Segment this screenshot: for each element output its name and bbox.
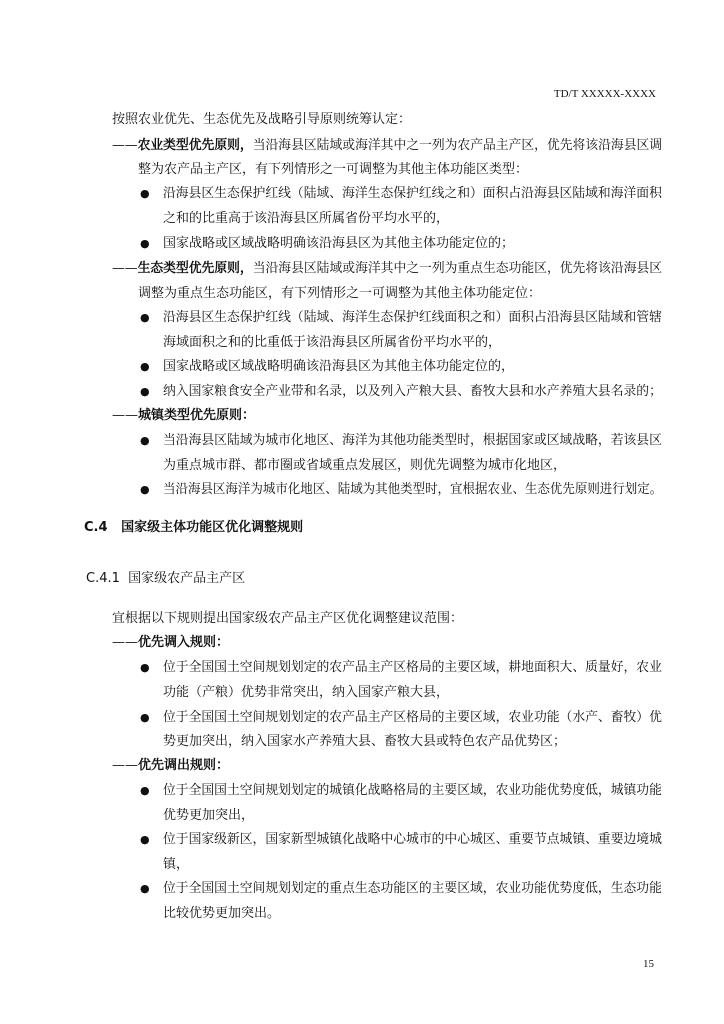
agri-bullet1-line2: 之和的比重高于该沿海县区所属省份平均水平的， (163, 211, 450, 226)
bullet-icon: ● (140, 311, 150, 324)
bullet-icon: ● (140, 187, 150, 200)
eco-principle-line1 (112, 260, 662, 278)
priority-out-title: 优先调出规则： (138, 758, 230, 773)
section-title: 国家级主体功能区优化调整规则 (121, 520, 304, 535)
out-bullet3-line2: 比较优势更加突出。 (163, 906, 281, 921)
intro-text: 按照农业优先、生态优先及战略引导原则统筹认定： (112, 112, 412, 127)
urban-principle-title: 城镇类型优先原则： (138, 408, 256, 423)
out-bullet2-line2: 镇， (163, 857, 190, 872)
agri-principle-line2: 整为农产品主产区，有下列情形之一可调整为其他主体功能区类型： (138, 162, 529, 177)
dash-lead: —— (112, 758, 138, 773)
bullet-icon: ● (140, 385, 150, 398)
urban-bullet2: 当沿海县区海洋为城市化地区、陆域为其他类型时，宜根据农业、生态优先原则进行划定。 (163, 482, 663, 497)
out-bullet1-line2: 优势更加突出， (163, 808, 255, 823)
urban-bullet1-line1: 当沿海县区陆域为城市化地区、海洋为其他功能类型时，根据国家或区域战略，若该县区 (163, 433, 662, 448)
bullet-icon: ● (140, 882, 150, 895)
agri-bullet2: 国家战略或区域战略明确该沿海县区为其他主体功能定位的； (163, 236, 515, 251)
priority-in-title: 优先调入规则： (138, 635, 230, 650)
eco-principle-text: 当沿海县区陆域或海洋其中之一列为重点生态功能区，优先将该沿海县区 (252, 261, 663, 276)
dash-lead: —— (112, 138, 138, 153)
urban-principle-line1 (112, 407, 255, 425)
bullet-icon: ● (140, 483, 150, 496)
urban-bullet1-line2: 为重点城市群、都市圈或省域重点发展区，则优先调整为城市化地区， (163, 458, 567, 473)
agri-principle-line1 (112, 137, 662, 155)
out-bullet1-line1: 位于全国国土空间规划划定的城镇化战略格局的主要区域，农业功能优势度低，城镇功能 (163, 783, 662, 798)
out-bullet3-line1: 位于全国国土空间规划划定的重点生态功能区的主要区域，农业功能优势度低，生态功能 (163, 881, 662, 896)
c41-intro-text: 宜根据以下规则提出国家级农产品主产区优化调整建议范围： (112, 611, 464, 626)
eco-bullet1-line1: 沿海县区生态保护红线（陆域、海洋生态保护红线面积之和）面积占沿海县区陆域和管辖 (163, 310, 662, 325)
in-bullet2-line2: 势更加突出，纳入国家水产养殖大县、畜牧大县或特色农产品优势区； (163, 734, 567, 749)
out-bullet2-line1: 位于国家级新区，国家新型城镇化战略中心城市的中心城区、重要节点城镇、重要边境城 (163, 832, 662, 847)
eco-bullet1-line2: 海域面积之和的比重低于该沿海县区所属省份平均水平的， (163, 335, 502, 350)
dash-lead: —— (112, 635, 138, 650)
agri-principle-title: 农业类型优先原则， (137, 138, 253, 153)
bullet-icon: ● (140, 661, 150, 674)
in-bullet1-line1: 位于全国国土空间规划划定的农产品主产区格局的主要区域，耕地面积大、质量好，农业 (163, 660, 662, 675)
eco-principle-line2: 调整为重点生态功能区，有下列情形之一可调整为其他主体功能定位： (138, 286, 542, 301)
bullet-icon: ● (140, 434, 150, 447)
section-number: C.4 (84, 520, 108, 535)
bullet-icon: ● (140, 711, 150, 724)
eco-bullet3: 纳入国家粮食安全产业带和名录，以及列入产粮大县、畜牧大县和水产养殖大县名录的； (163, 384, 662, 399)
eco-bullet2: 国家战略或区域战略明确该沿海县区为其他主体功能定位的， (163, 359, 515, 374)
agri-principle-text: 当沿海县区陆域或海洋其中之一列为农产品主产区，优先将该沿海县区调 (252, 138, 663, 153)
section-c4-heading (84, 516, 303, 535)
bullet-icon: ● (140, 237, 150, 250)
bullet-icon: ● (140, 833, 150, 846)
section-title: 国家级农产品主产区 (128, 571, 246, 586)
bullet-icon: ● (140, 784, 150, 797)
agri-bullet1-line1: 沿海县区生态保护红线（陆域、海洋生态保护红线之和）面积占沿海县区陆域和海洋面积 (163, 186, 662, 201)
dash-lead: —— (112, 261, 138, 276)
in-bullet1-line2: 功能（产粮）优势非常突出，纳入国家产粮大县， (163, 685, 450, 700)
page-number: 15 (643, 958, 654, 970)
eco-principle-title: 生态类型优先原则， (137, 261, 253, 276)
bullet-icon: ● (140, 360, 150, 373)
dash-lead: —— (112, 408, 138, 423)
doc-code: TD/T XXXXX-XXXX (553, 88, 656, 100)
section-c41-heading (86, 567, 245, 586)
section-number: C.4.1 (86, 571, 120, 586)
priority-out-title-line (112, 757, 229, 775)
in-bullet2-line1: 位于全国国土空间规划划定的农产品主产区格局的主要区域，农业功能（水产、畜牧）优 (163, 710, 662, 725)
priority-in-title-line (112, 634, 229, 652)
